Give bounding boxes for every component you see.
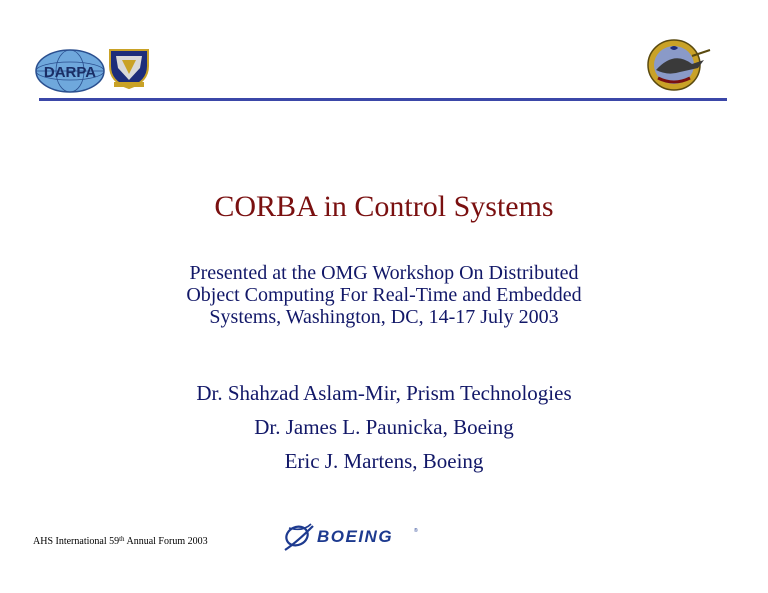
program-seal-icon bbox=[640, 36, 712, 94]
darpa-logo-icon bbox=[34, 48, 106, 94]
darpa-logo-text: DARPA bbox=[43, 64, 97, 81]
header-rule bbox=[39, 98, 727, 101]
footer-ordinal: th bbox=[119, 535, 125, 543]
subtitle-line: Object Computing For Real-Time and Embedded bbox=[186, 284, 582, 306]
author-item: Dr. Shahzad Aslam-Mir, Prism Technologies bbox=[196, 381, 572, 405]
footer-suffix: Annual Forum 2003 bbox=[124, 536, 208, 547]
author-item: Eric J. Martens, Boeing bbox=[284, 449, 484, 473]
author-item: Dr. James L. Paunicka, Boeing bbox=[254, 415, 514, 439]
boeing-logo-icon bbox=[283, 520, 431, 554]
footer-prefix: AHS International 59 bbox=[33, 536, 120, 547]
slide-title: CORBA in Control Systems bbox=[214, 190, 554, 223]
author-list bbox=[0, 376, 768, 478]
subtitle-line: Systems, Washington, DC, 14-17 July 2003 bbox=[209, 306, 559, 328]
air-force-shield-icon bbox=[106, 44, 152, 90]
subtitle-line: Presented at the OMG Workshop On Distributed bbox=[189, 262, 579, 284]
subtitle bbox=[100, 262, 668, 328]
footer-text bbox=[33, 536, 208, 548]
boeing-logo-text: BOEING bbox=[317, 527, 394, 546]
svg-text:®: ® bbox=[414, 528, 418, 534]
